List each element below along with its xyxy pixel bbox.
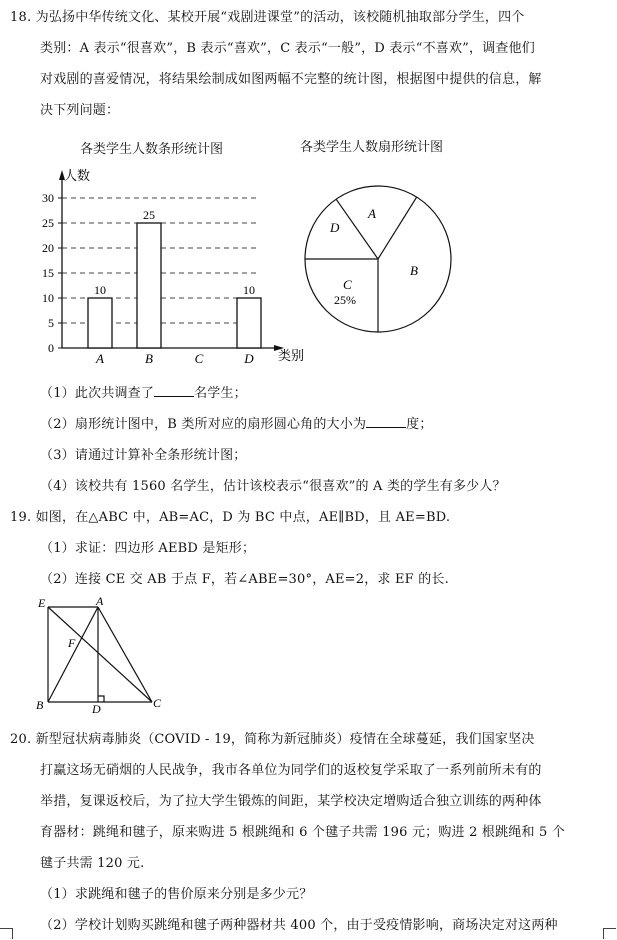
pie-slice-lines: [305, 197, 417, 332]
q20-line5: 毽子共需 120 元.: [40, 856, 145, 871]
y-tick-label: 5: [48, 316, 54, 330]
pie-label-c: C: [343, 277, 352, 292]
x-tick-label: C: [194, 351, 204, 366]
bar-chart-ticks: [42, 191, 62, 355]
y-tick-label: 10: [42, 291, 54, 305]
label-d: D: [92, 702, 101, 715]
q20-line3: 举措，复课返校后，为了拉大学生锻炼的间距，某学校决定增购适合独立训练的两种体: [40, 794, 542, 809]
bar-chart: [20, 160, 320, 375]
q18-sub2-text-b: 度；: [406, 417, 433, 432]
q19-sub2: （2）连接 CE 交 AB 于点 F，若∠ABE=30°，AE=2，求 EF 的长.: [40, 572, 449, 587]
bar-a: [88, 298, 112, 348]
bar-b: [137, 223, 161, 348]
q18-line2: 类别：A 表示“很喜欢”，B 表示“喜欢”，C 表示“一般”，D 表示“不喜欢”，调查他们: [40, 41, 536, 56]
y-tick-label: 30: [42, 191, 54, 205]
q20-sub2: （2）学校计划购买跳绳和毽子两种器材共 400 个，由于受疫情影响，商场决定对这两种: [40, 918, 558, 933]
bar-value-label: 25: [143, 208, 155, 222]
label-b: B: [36, 698, 44, 712]
answer-blank-1: [154, 384, 194, 397]
label-a: A: [96, 595, 104, 608]
q18-sub2-text-a: （2）扇形统计图中，B 类所对应的扇形圆心角的大小为: [40, 417, 367, 432]
q18-sub4: （4）该校共有 1560 名学生，估计该校表示“很喜欢”的 A 类的学生有多少人？: [40, 479, 506, 494]
pie-label-d: D: [330, 220, 340, 235]
x-tick-label: A: [96, 351, 104, 366]
x-tick-label: B: [145, 351, 153, 366]
segment-ec: [48, 607, 152, 702]
q18-sub3: （3）请通过计算补全条形统计图；: [40, 448, 247, 463]
y-tick-label: 15: [42, 266, 54, 280]
bar-value-label: 10: [94, 283, 106, 297]
q18-line4: 决下列问题：: [40, 103, 120, 118]
q20-line2: 打赢这场无硝烟的人民战争，我市各单位为同学们的返校复学采取了一系列前所未有的: [40, 763, 542, 778]
q20-line1: 20. 新型冠状病毒肺炎（COVID - 19，简称为新冠肺炎）疫情在全球蔓延，我们国家坚决: [10, 732, 535, 747]
page-corner-right: [603, 928, 616, 939]
answer-blank-2: [366, 415, 406, 428]
bar-chart-x-labels: [95, 351, 254, 366]
q20-line4: 育器材：跳绳和毽子，原来购进 5 根跳绳和 6 个毽子共需 196 元；购进 2 根跳绳和 5 个: [40, 825, 566, 840]
bar-chart-xlabel: 类别: [278, 348, 305, 363]
q19-line1: 19. 如图，在△ABC 中，AB=AC，D 为 BC 中点，AE∥BD，且 AE=BD.: [10, 510, 451, 525]
y-tick-label: 0: [48, 341, 54, 355]
y-tick-label: 20: [42, 241, 54, 255]
label-f: F: [68, 636, 76, 650]
y-tick-label: 25: [42, 216, 54, 230]
q18-sub1: [40, 382, 247, 401]
q18-sub1-text-a: （1）此次共调查了: [40, 386, 155, 401]
q18-line1: 18. 为弘扬中华传统文化、某校开展“戏剧进课堂”的活动，该校随机抽取部分学生，四个: [10, 10, 525, 25]
x-tick-label: D: [244, 351, 254, 366]
label-e: E: [38, 596, 46, 610]
q19-sub1: （1）求证：四边形 AEBD 是矩形；: [40, 541, 256, 556]
segment-ab: [48, 607, 98, 702]
pie-radius-line: [378, 197, 417, 259]
geometry-figure: [30, 595, 170, 715]
bar-chart-title: 各类学生人数条形统计图: [80, 142, 224, 157]
bar-chart-ylabel: 人数: [64, 168, 91, 183]
q18-sub2: [40, 413, 433, 432]
pie-label-b: B: [410, 263, 418, 278]
pie-label-c-percent: 25%: [334, 293, 356, 307]
pie-chart: [300, 180, 460, 340]
label-c: C: [153, 696, 162, 710]
bar-d: [237, 298, 261, 348]
q18-sub1-text-b: 名学生；: [194, 386, 247, 401]
pie-chart-title: 各类学生人数扇形统计图: [300, 140, 444, 155]
bar-chart-bars: [88, 208, 261, 348]
segment-ac: [98, 607, 152, 702]
q20-sub1: （1）求跳绳和毽子的售价原来分别是多少元？: [40, 887, 313, 902]
pie-label-a: A: [368, 206, 376, 221]
bar-value-label: 10: [243, 283, 255, 297]
q18-line3: 对戏剧的喜爱情况，将结果绘制成如图两幅不完整的统计图，根据图中提供的信息，解: [40, 72, 542, 87]
page-corner-left: [0, 928, 13, 939]
